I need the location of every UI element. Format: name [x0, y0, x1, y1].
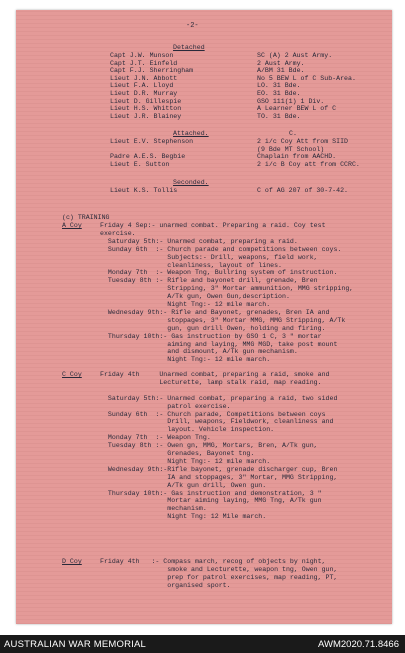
c-coy-line: mechanism. — [100, 505, 207, 513]
c-coy-line: Mortar aiming laying, MMG Tng, A/Tk gun — [100, 497, 322, 505]
c-coy-line: Thursday 10th:- Gas instruction and demonstration, 3 " — [100, 489, 322, 497]
attached-heading: Attached. — [173, 130, 209, 137]
a-coy-line: Tuesday 8th :- Rifle and bayonet drill, grenade, Bren — [100, 277, 318, 285]
a-coy-line: stoppages, 3" Mortar MMG, MMG Stripping, A/Tk — [100, 316, 346, 324]
c-coy-line: Tuesday 8th :- Owen gn, MMG, Mortars, Bren, A/Tk gun, — [100, 442, 318, 450]
a-coy-line: Stripping, 3" Mortar ammunition, MMG stripping, — [100, 285, 354, 293]
detached-role: EO. 31 Bde. — [257, 90, 301, 97]
c-coy-line: Lecturette, lamp stalk raid, map reading. — [100, 378, 322, 386]
a-coy-line: exercise. — [100, 229, 136, 237]
a-coy-line: aiming and laying, MMG MGD, take post mount — [100, 340, 338, 348]
detached-name: Capt J.W. Munson — [110, 52, 174, 59]
d-coy-label: D Coy — [62, 558, 82, 565]
footer-bar — [0, 635, 405, 653]
detached-role: SC (A) 2 Aust Army. — [257, 52, 333, 59]
detached-name: Lieut J.R. Blainey — [110, 112, 182, 120]
c-coy-line: Wednesday 9th:-Rifle bayonet, grenade discharger cup, Bren — [100, 465, 338, 473]
a-coy-label: A Coy — [62, 222, 82, 229]
a-coy-line: Wednesday 9th:- Rifle and Bayonet, grenades, Bren IA and — [100, 308, 330, 316]
seconded-role: C of AG 207 of 30-7-42. — [257, 187, 349, 194]
detached-name: Capt J.T. Einfeld — [110, 59, 178, 67]
attached-name: Padre A.E.S. Begbie — [110, 153, 186, 161]
c-coy-line: Night Tng: 12 Mile march. — [100, 513, 267, 521]
attached-c-label: C. — [289, 130, 297, 137]
c-coy-line: Sunday 6th :- Church parade, Competitions between coys — [100, 410, 326, 418]
a-coy-line: Sunday 6th :- Church parade and competitions between coys. — [100, 245, 342, 253]
detached-role: A Learner BEW L of C — [257, 105, 337, 113]
a-coy-line: cleanliness, layout of lines. — [100, 261, 283, 269]
attached-name: Lieut E.V. Stephenson — [110, 138, 194, 145]
a-coy-line: and dismount, A/Tk gun mechanism. — [100, 348, 298, 356]
c-coy-line: A/Tk gun drill, Owen gun. — [100, 481, 267, 489]
d-coy-line: Friday 4th :- Compass march, recog of objects by night, — [100, 558, 326, 565]
detached-name: Capt F.J. Sherringham — [110, 67, 194, 75]
c-coy-label: C Coy — [62, 371, 82, 378]
c-coy-line: Friday 4th Unarmed combat, preparing a raid, smoke and — [100, 371, 330, 378]
d-coy-line: prep for patrol exercises, map reading, PT, — [100, 573, 338, 581]
a-coy-line: Monday 7th :- Weapon Tng, Bullring system of instruction. — [100, 269, 338, 277]
page-number: -2- — [186, 22, 199, 30]
c-coy-line: patrol exercise. — [100, 402, 231, 410]
detached-name: Lieut J.N. Abbott — [110, 74, 178, 82]
a-coy-line: Night Tng:- 12 mile march. — [100, 356, 271, 364]
c-coy-line: Grenades, Bayonet tng. — [100, 450, 255, 457]
seconded-name: Lieut K.S. Tollis — [110, 187, 178, 194]
a-coy-line: A/Tk gun, Owen Gun,description. — [100, 293, 290, 301]
c-coy-line: IA and stoppages, 3" Mortar, MMG Stripping, — [100, 473, 338, 481]
a-coy-line: Friday 4 Sep:- unarmed combat. Preparing a raid. Coy test — [100, 222, 326, 229]
footer-accession: AWM2020.71.8466 — [318, 639, 399, 650]
detached-role: No 5 BEW L of C Sub-Area. — [257, 74, 356, 82]
detached-role: LO. 31 Bde. — [257, 82, 301, 90]
a-coy-line: Thursday 10th:- Gas instruction by GSO 1 C, 3 " mortar — [100, 332, 322, 340]
detached-heading: Detached — [173, 44, 205, 51]
seconded-heading: Seconded. — [173, 179, 209, 186]
attached-role: (9 Bde MT School) — [257, 145, 325, 153]
d-coy-line: organised sport. — [100, 581, 231, 589]
attached-role: 2 i/c Coy Att from SIID — [257, 138, 349, 145]
detached-role: GSO 111(1) 1 Div. — [257, 97, 325, 105]
a-coy-line: Night Tng:- 12 mile march. — [100, 301, 271, 308]
c-coy-line: Saturday 5th:- Unarmed combat, preparing a raid, two sided — [100, 394, 338, 402]
c-coy-line: Monday 7th :- Weapon Tng. — [100, 434, 211, 442]
detached-name: Lieut D. Gillespie — [110, 97, 182, 105]
training-heading: (c) TRAINING — [62, 214, 110, 221]
footer-source: AUSTRALIAN WAR MEMORIAL — [4, 639, 147, 650]
a-coy-line: gun, gun drill Owen, holding and firing. — [100, 324, 326, 332]
d-coy-line: smoke and Lecturette, weapon tng, Owen gun, — [100, 565, 338, 573]
attached-role: 2 i/c B Coy att from CCRC. — [257, 160, 360, 168]
detached-role: A/BM 31 Bde. — [257, 67, 305, 75]
attached-role: Chaplain from AACHD. — [257, 153, 337, 161]
c-coy-line: Drill, weapons, Fieldwork, cleanliness and — [100, 418, 334, 426]
detached-name: Lieut F.A. Lloyd — [110, 82, 174, 90]
c-coy-line: layout. Vehicle inspection. — [100, 426, 275, 434]
detached-name: Lieut D.R. Murray — [110, 90, 178, 97]
c-coy-line: Night Tng:- 12 mile march. — [100, 457, 271, 465]
a-coy-line: Saturday 5th:- Unarmed combat, preparing a raid. — [100, 237, 298, 245]
detached-role: TO. 31 Bde. — [257, 112, 301, 120]
detached-name: Lieut H.S. Whitton — [110, 105, 182, 113]
detached-role: 2 Aust Army. — [257, 59, 305, 67]
a-coy-line: Subjects:- Drill, weapons, field work, — [100, 253, 318, 261]
attached-name: Lieut E. Sutton — [110, 160, 170, 168]
